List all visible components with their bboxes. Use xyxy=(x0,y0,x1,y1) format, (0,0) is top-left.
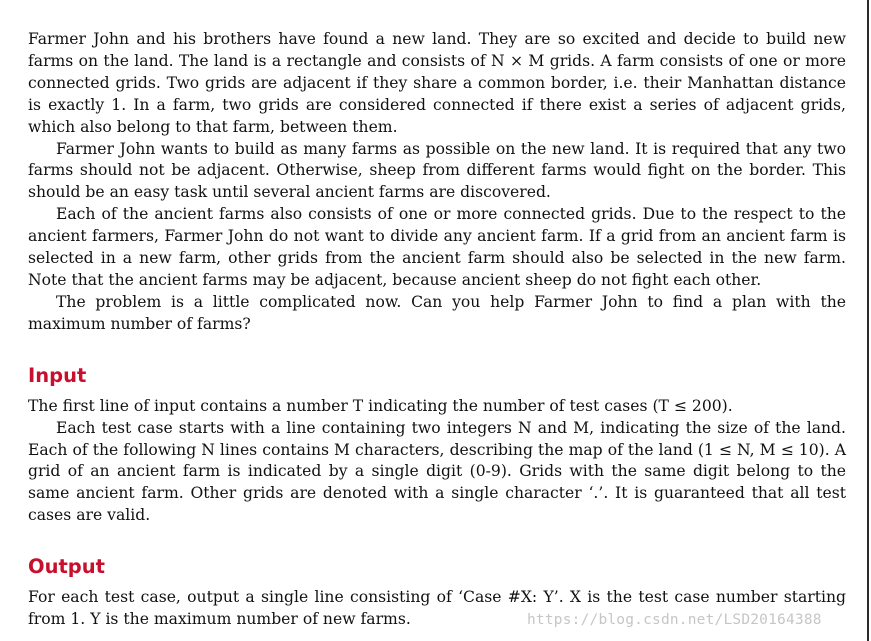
input-paragraph-1: The first line of input contains a number T indicating the number of test cases (T ≤ 200). xyxy=(28,396,733,415)
input-heading: Input xyxy=(28,363,87,387)
intro-paragraph-3: Each of the ancient farms also consists of one or more connected grids. Due to the respect to the ancient farmers, Farmer John do not want to divide any ancient farm. If a grid from an ancient farm is selected in a new farm, other grids from the ancient farm should also be selected in the new farm. Note that the ancient farms may be adjacent, because ancient sheep do not fight each other. xyxy=(28,205,846,289)
output-paragraph-1: For each test case, output a single line consisting of ‘Case #X: Y’. X is the test case number starting from 1. Y is the maximum number of new farms. xyxy=(28,588,846,629)
watermark-url: https://blog.csdn.net/LSD20164388 xyxy=(527,612,822,628)
intro-paragraph-4: The problem is a little complicated now. Can you help Farmer John to find a plan with the maximum number of farms? xyxy=(28,292,846,333)
problem-statement xyxy=(28,29,846,631)
output-heading: Output xyxy=(28,555,105,579)
intro-paragraph-2: Farmer John wants to build as many farms as possible on the new land. It is required that any two farms should not be adjacent. Otherwise, sheep from different farms would fight on the border. This should be an easy task until several ancient farms are discovered. xyxy=(28,139,846,202)
input-paragraph-2: Each test case starts with a line containing two integers N and M, indicating the size of the land. Each of the following N lines contains M characters, describing the map of the land (1 ≤ N, M ≤ 10). A grid of an ancient farm is indicated by a single digit (0-9). Grids with the same digit belong to the same ancient farm. Other grids are denoted with a single character ‘.’. It is guaranteed that all test cases are valid. xyxy=(28,418,846,525)
intro-paragraph-1: Farmer John and his brothers have found a new land. They are so excited and decide to build new farms on the land. The land is a rectangle and consists of N × M grids. A farm consists of one or more connected grids. Two grids are adjacent if they share a common border, i.e. their Manhattan distance is exactly 1. In a farm, two grids are considered connected if there exist a series of adjacent grids, which also belong to that farm, between them. xyxy=(28,30,846,136)
